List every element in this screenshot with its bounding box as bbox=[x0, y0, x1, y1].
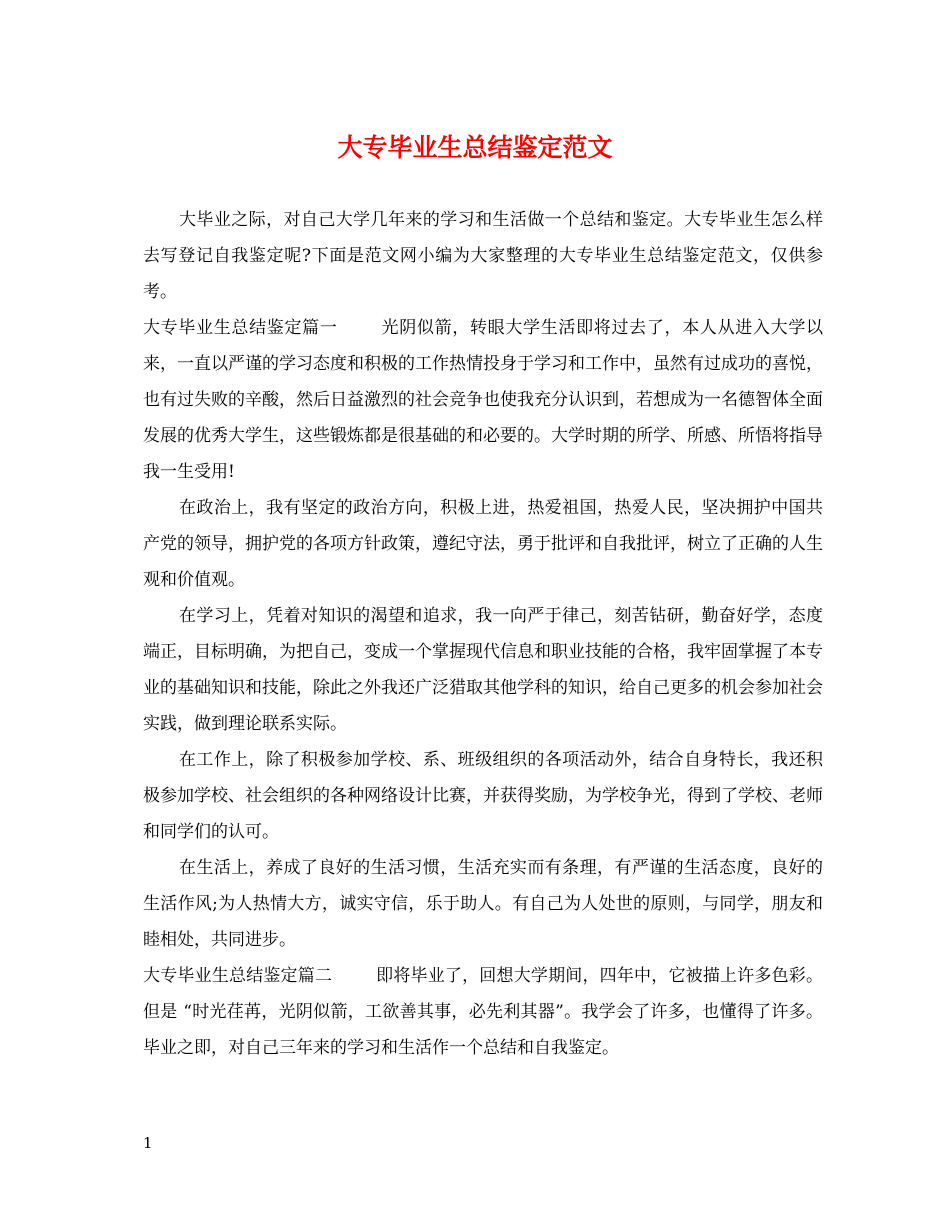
section-two-paragraph bbox=[143, 958, 823, 1066]
life-paragraph: 在生活上，养成了良好的生活习惯，生活充实而有条理，有严谨的生活态度，良好的生活作风;为人热情大方，诚实守信，乐于助人。有自己为人处世的原则，与同学，朋友和睦相处，共同进步。 bbox=[143, 858, 823, 950]
section-two-text: 即将毕业了，回想大学期间，四年中，它被描上许多色彩。但是 “时光荏苒，光阴似箭，工欲善其事，必先利其器”。我学会了许多，也懂得了许多。毕业之即，对自己三年来的学习和生活作一个总结和自我鉴定。 bbox=[143, 966, 824, 1058]
section-one-text: 光阴似箭，转眼大学生活即将过去了，本人从进入大学以来，一直以严谨的学习态度和积极的工作热情投身于学习和工作中，虽然有过成功的喜悦，也有过失败的辛酸，然后日益激烈的社会竞争也使我充分认识到，若想成为一名德智体全面发展的优秀大学生，这些锻炼都是很基础的和必要的。大学时期的所学、所感、所悟将指导我一生受用! bbox=[143, 318, 824, 482]
politics-paragraph: 在政治上，我有坚定的政治方向，积极上进，热爱祖国，热爱人民，坚决拥护中国共产党的领导，拥护党的各项方针政策，遵纪守法，勇于批评和自我批评，树立了正确的人生观和价值观。 bbox=[143, 498, 823, 590]
section-one-heading: 大专毕业生总结鉴定篇一 bbox=[143, 318, 338, 338]
study-paragraph: 在学习上，凭着对知识的渴望和追求，我一向严于律己，刻苦钻研，勤奋好学，态度端正，目标明确，为把自己，变成一个掌握现代信息和职业技能的合格，我牢固掌握了本专业的基础知识和技能，除此之外我还广泛猎取其他学科的知识，给自己更多的机会参加社会实践，做到理论联系实际。 bbox=[143, 606, 823, 734]
document-body bbox=[143, 202, 823, 1066]
page-number: 1 bbox=[143, 1134, 153, 1152]
intro-paragraph: 大毕业之际，对自己大学几年来的学习和生活做一个总结和鉴定。大专毕业生怎么样去写登记自我鉴定呢?下面是范文网小编为大家整理的大专毕业生总结鉴定范文，仅供参考。 bbox=[143, 210, 823, 302]
section-one-paragraph bbox=[143, 310, 823, 490]
work-paragraph: 在工作上，除了积极参加学校、系、班级组织的各项活动外，结合自身特长，我还积极参加学校、社会组织的各种网络设计比赛，并获得奖励，为学校争光，得到了学校、老师和同学们的认可。 bbox=[143, 750, 823, 842]
document-title: 大专毕业生总结鉴定范文 bbox=[337, 133, 613, 162]
section-two-heading: 大专毕业生总结鉴定篇二 bbox=[143, 966, 333, 986]
